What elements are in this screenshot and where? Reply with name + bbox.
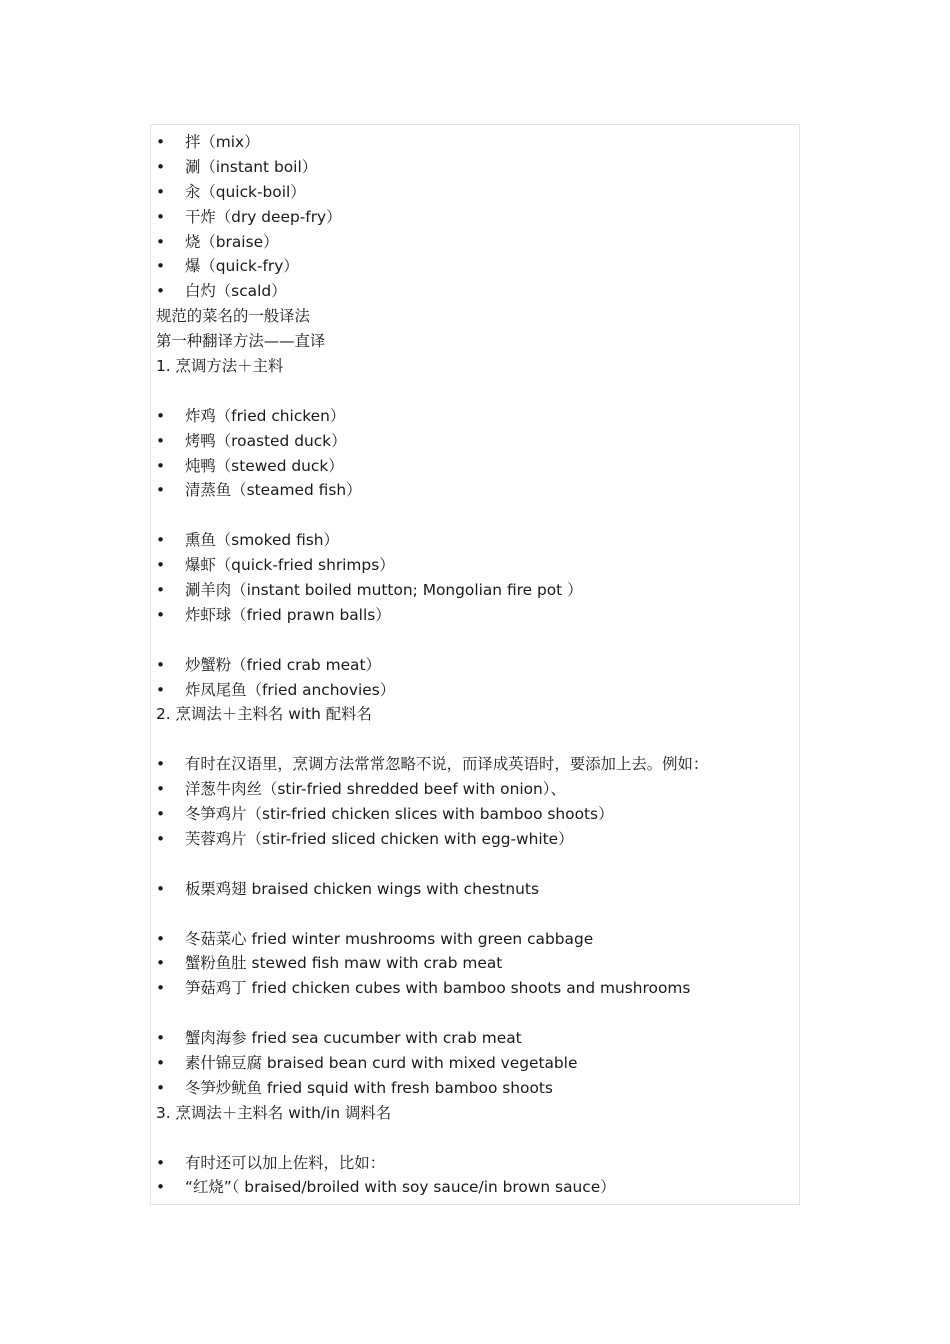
list-item [156,1175,796,1200]
bullet-marker: • [156,780,166,799]
bullet-marker: • [156,257,166,276]
list-item-text: 炒蟹粉（fried crab meat） [185,655,381,674]
bullet-marker: • [156,954,166,973]
bullet-marker: • [156,232,166,251]
list-item-text: 爆（quick-fry） [185,257,299,276]
list-item [156,180,796,205]
document-body [156,130,796,1200]
bullet-marker: • [156,979,166,998]
paragraph-line [156,1101,796,1126]
list-item-text: 冬菇菜心 fried winter mushrooms with green cabbage [185,929,594,948]
list-item-text: 白灼（scald） [185,282,287,301]
list-item-text: 烧（braise） [185,232,279,251]
bullet-marker: • [156,829,166,848]
list-item [156,827,796,852]
paragraph-line [156,702,796,727]
blank-line [156,852,796,877]
paragraph-line [156,329,796,354]
bullet-marker: • [156,805,166,824]
list-item [156,1051,796,1076]
list-item [156,603,796,628]
list-item-text: 炸虾球（fried prawn balls） [185,605,391,624]
list-item-text: 汆（quick-boil） [185,182,306,201]
list-item [156,976,796,1001]
list-item-text: 清蒸鱼（steamed fish） [185,481,362,500]
bullet-marker: • [156,182,166,201]
list-item [156,454,796,479]
bullet-marker: • [156,1178,166,1197]
bullet-marker: • [156,406,166,425]
list-item [156,877,796,902]
list-item [156,678,796,703]
bullet-marker: • [156,1153,166,1172]
list-item-text: 蟹肉海参 fried sea cucumber with crab meat [185,1029,522,1048]
bullet-marker: • [156,581,166,600]
list-item-text: 笋菇鸡丁 fried chicken cubes with bamboo shoots and mushrooms [185,979,691,998]
list-item [156,528,796,553]
list-item-text: 素什锦豆腐 braised bean curd with mixed vegetable [185,1053,578,1072]
list-item [156,429,796,454]
list-item [156,254,796,279]
paragraph-text: 1. 烹调方法＋主料 [156,357,284,376]
blank-line [156,628,796,653]
list-item-text: 炸凤尾鱼（fried anchovies） [185,680,396,699]
bullet-marker: • [156,282,166,301]
paragraph-text: 规范的菜名的一般译法 [156,307,310,326]
bullet-marker: • [156,431,166,450]
paragraph-text: 第一种翻译方法——直译 [156,332,326,351]
list-item [156,205,796,230]
blank-line [156,379,796,404]
bullet-marker: • [156,456,166,475]
list-item-text: 炖鸭（stewed duck） [185,456,344,475]
bullet-marker: • [156,157,166,176]
list-item-text: 芙蓉鸡片（stir-fried sliced chicken with egg-white） [185,829,574,848]
bullet-marker: • [156,879,166,898]
bullet-marker: • [156,1053,166,1072]
list-item [156,1151,796,1176]
list-item [156,478,796,503]
list-item [156,777,796,802]
bullet-marker: • [156,1078,166,1097]
list-item-text: 板栗鸡翅 braised chicken wings with chestnuts [185,879,539,898]
list-item [156,553,796,578]
list-item [156,1076,796,1101]
list-item-text: “红烧”（ braised/broiled with soy sauce/in brown sauce） [185,1178,616,1197]
blank-line [156,503,796,528]
list-item [156,279,796,304]
list-item-text: 冬笋鸡片（stir-fried chicken slices with bamboo shoots） [185,805,614,824]
list-item-text: 炸鸡（fried chicken） [185,406,346,425]
list-item-text: 烤鸭（roasted duck） [185,431,347,450]
list-item [156,155,796,180]
bullet-marker: • [156,680,166,699]
bullet-marker: • [156,133,166,151]
list-item [156,578,796,603]
list-item-text: 熏鱼（smoked fish） [185,531,339,550]
bullet-marker: • [156,755,166,774]
bullet-marker: • [156,1029,166,1048]
list-item-text: 洋葱牛肉丝（stir-fried shredded beef with onion）、 [185,780,566,799]
bullet-marker: • [156,556,166,575]
list-item [156,1026,796,1051]
paragraph-line [156,304,796,329]
list-item-text: 爆虾（quick-fried shrimps） [185,556,395,575]
bullet-marker: • [156,929,166,948]
list-item-text: 有时在汉语里，烹调方法常常忽略不说，而译成英语时，要添加上去。例如： [185,755,709,774]
list-item [156,951,796,976]
list-item [156,802,796,827]
list-item [156,130,796,155]
list-item-text: 涮羊肉（instant boiled mutton; Mongolian fire pot ） [185,581,583,600]
paragraph-text: 2. 烹调法＋主料名 with 配料名 [156,705,372,724]
list-item [156,752,796,777]
list-item-text: 冬笋炒鱿鱼 fried squid with fresh bamboo shoots [185,1078,553,1097]
list-item [156,404,796,429]
list-item [156,230,796,255]
list-item-text: 拌（mix） [185,133,260,151]
list-item-text: 蟹粉鱼肚 stewed fish maw with crab meat [185,954,503,973]
list-item-text: 有时还可以加上佐料，比如： [185,1153,386,1172]
bullet-marker: • [156,207,166,226]
blank-line [156,727,796,752]
blank-line [156,1126,796,1151]
list-item-text: 干炸（dry deep-fry） [185,207,342,226]
list-item-text: 涮（instant boil） [185,157,318,176]
bullet-marker: • [156,481,166,500]
bullet-marker: • [156,531,166,550]
blank-line [156,1001,796,1026]
bullet-marker: • [156,655,166,674]
bullet-marker: • [156,605,166,624]
blank-line [156,902,796,927]
paragraph-text: 3. 烹调法＋主料名 with/in 调料名 [156,1103,392,1122]
list-item [156,653,796,678]
paragraph-line [156,354,796,379]
list-item [156,927,796,952]
